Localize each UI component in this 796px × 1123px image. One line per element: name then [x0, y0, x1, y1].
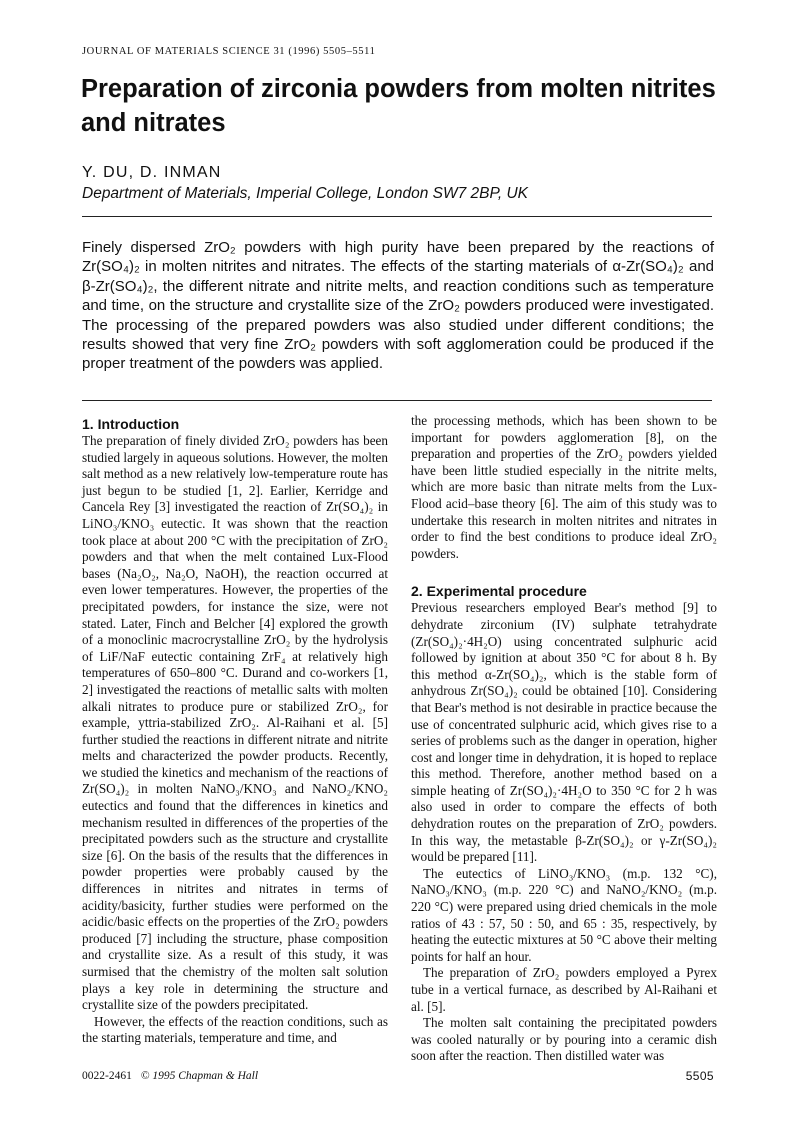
experimental-paragraph-1: Previous researchers employed Bear's method [9] to dehydrate zirconium (IV) sulphate tetrahydrate (Zr(SO₄)₂·4H₂O) using concentrated sulphuric acid followed by ignition at about 350 °C for about 8 h. By this method α-Zr(SO₄)₂, which is the stable form of anhydrous Zr(SO₄)₂ could be obtained [10]. Considering that Bear's method is not desirable in practice because the use of concentrated sulphuric acid, which gives rise to a series of problems such as the danger in operation, higher cost and longer time in dehydration, it is hoped to replace this method. Therefore, another method based on a simple heating of Zr(SO₄)₂·4H₂O to 350 °C for 2 h was also used in order to compare the effects of both dehydration routes on the preparation of ZrO₂ powders. In this way, the metastable β-Zr(SO₄)₂ or γ-Zr(SO₄)₂ would be prepared [11]. — [411, 600, 717, 865]
left-column — [82, 413, 388, 1047]
experimental-heading: 2. Experimental procedure — [411, 583, 587, 600]
introduction-paragraph-3: the processing methods, which has been shown to be important for powders agglomeration [8], on the preparation and properties of the ZrO₂ powders yielded have been little studied especially in the nitrite melts, which are more basic than nitrate melts from the Lux-Flood acid–base theory [6]. The aim of this study was to undertake this research in molten nitrites and nitrates in order to find the best conditions to produce ideal ZrO₂ powders. — [411, 413, 717, 561]
authors: Y. DU, D. INMAN — [82, 164, 222, 181]
right-column — [411, 413, 717, 1065]
experimental-paragraph-3: The preparation of ZrO₂ powders employed a Pyrex tube in a vertical furnace, as described by Al-Raihani et al. [5]. — [411, 965, 717, 1014]
experimental-paragraph-2: The eutectics of LiNO₃/KNO₃ (m.p. 132 °C), NaNO₃/KNO₃ (m.p. 220 °C) and NaNO₂/KNO₂ (m.p. 220 °C) were prepared using dried chemicals in the mole ratios of 43 : 57, 50 : 50, and 65 : 35, respectively, by heating the eutectic mixtures at 50 °C above their melting points for half an hour. — [411, 865, 717, 964]
experimental-paragraph-4: The molten salt containing the precipitated powders was cooled naturally or by pouring into a ceramic dish soon after the reaction. Then distilled water was — [411, 1015, 717, 1064]
copyright: © 1995 Chapman & Hall — [140, 1070, 259, 1082]
affiliation: Department of Materials, Imperial College, London SW7 2BP, UK — [82, 185, 528, 202]
paper-title: Preparation of zirconia powders from molten nitrites and nitrates — [81, 75, 716, 137]
page-number: 5505 — [685, 1069, 714, 1083]
footer-issn-line — [82, 1070, 258, 1082]
introduction-heading: 1. Introduction — [82, 416, 180, 432]
abstract: Finely dispersed ZrO₂ powders with high purity have been prepared by the reactions of Zr(SO₄)₂ in molten nitrites and nitrates. The effects of the starting materials of α-Zr(SO₄)₂ and β-Zr(SO₄)₂, the different nitrate and nitrite melts, and reaction conditions such as temperature and time, on the structure and crystallite size of the ZrO₂ powders produced were investigated. The processing of the prepared powders was also studied under different conditions; the results showed that very fine ZrO₂ powders with soft agglomeration could be produced if the proper treatment of the powders was applied. — [82, 239, 714, 373]
introduction-paragraph-1: The preparation of finely divided ZrO₂ powders has been studied largely in aqueous solutions. However, the molten salt method as a new relatively low-temperature route has just begun to be studied [1, 2]. Earlier, Kerridge and Cancela Rey [3] investigated the reaction of Zr(SO₄)₂ in LiNO₃/KNO₃ eutectic. It was shown that the reaction took place at about 200 °C with the precipitation of ZrO₂ powders and that when the melt contained Lux-Flood bases (Na₂O₂, Na₂O, NaOH), the reaction occurred at even lower temperatures. However, the properties of the precipitated powders, for instance the size, were not stated. Later, Finch and Belcher [4] explored the growth of a monoclinic macrocrystalline ZrO₂ by the hydrolysis of LiF/NaF eutectic containing ZrF₄ at relatively high temperatures of 650–800 °C. Durand and co-workers [1, 2] investigated the reactions of metallic salts with molten alkali nitrates to produce pure or stabilized ZrO₂, for example, yttria-stabilized ZrO₂. Al-Raihani et al. [5] further studied the reactions in different nitrate and nitrite melts and characterized the powder products. Recently, we studied the kinetics and mechanism of the reactions of Zr(SO₄)₂ in molten NaNO₃/KNO₃ and NaNO₂/KNO₂ eutectics and found that the differences in kinetics and mechanism resulted in differences of the properties of the precipitated powders such as the structure and crystallite size [6]. On the basis of the results that the differences in powder properties were probably caused by the differences in nitrites and nitrates in terms of acidity/basicity, further studies were performed on the acidic/basic effects on the properties of the ZrO₂ powders produced [7] including the structure, phase composition and crystallite size. As a result of this study, it was surmised that the chemistry of the molten salt solution plays a key role in determining the structure and crystallite size of the powders precipitated. — [82, 433, 388, 1013]
abstract-top-rule — [82, 216, 712, 217]
issn: 0022-2461 — [82, 1070, 132, 1082]
journal-header: JOURNAL OF MATERIALS SCIENCE 31 (1996) 5505–5511 — [82, 46, 376, 57]
introduction-paragraph-2: However, the effects of the reaction conditions, such as the starting materials, temperature and time, and — [82, 1013, 388, 1046]
abstract-bottom-rule — [82, 400, 712, 401]
